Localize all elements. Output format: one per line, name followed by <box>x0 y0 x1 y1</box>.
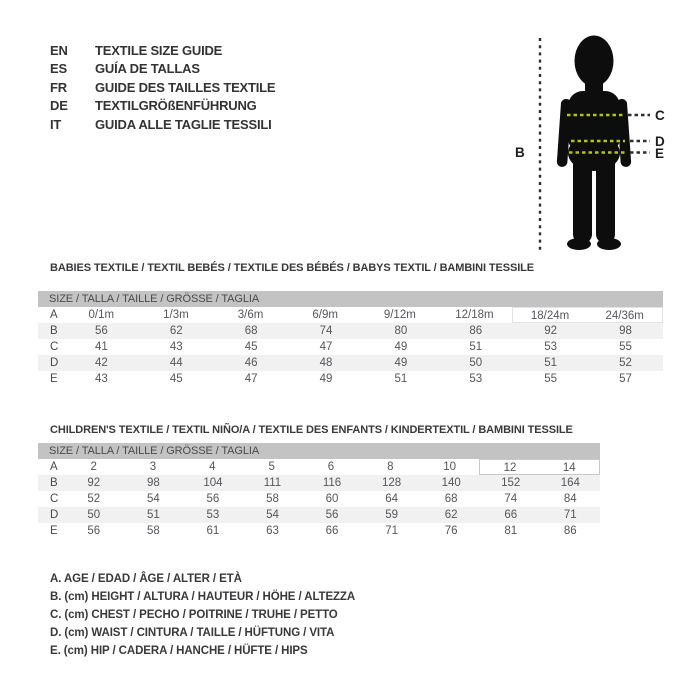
legend-line-chest: C. (cm) CHEST / PECHO / POITRINE / TRUHE / PETTO <box>50 609 338 621</box>
table-row <box>38 491 600 507</box>
height-label: B <box>515 145 525 160</box>
table-cell: 6 <box>327 461 335 473</box>
table-cell: 45 <box>244 341 258 353</box>
table-cell: 66 <box>325 525 339 537</box>
child-silhouette-icon <box>557 36 632 251</box>
table-row <box>38 459 600 475</box>
legend-line-waist: D. (cm) WAIST / CINTURA / TAILLE / HÜFTUNG / VITA <box>50 627 335 639</box>
waist-label: D <box>655 134 665 149</box>
table-cell: 42 <box>95 357 108 369</box>
table-cell: 152 <box>501 477 521 489</box>
table-cell: 92 <box>544 325 558 337</box>
table-cell: 41 <box>95 341 108 353</box>
table-cell: 140 <box>441 477 461 489</box>
table-cell: 80 <box>394 325 408 337</box>
table-cell: 56 <box>206 493 220 505</box>
table-cell: 60 <box>325 493 339 505</box>
table-cell: 53 <box>544 341 558 353</box>
table-cell: 164 <box>560 477 580 489</box>
legend-line-age: A. AGE / EDAD / ÂGE / ALTER / ETÀ <box>50 573 242 585</box>
table-cell: 62 <box>169 325 183 337</box>
table-cell: 59 <box>385 509 398 521</box>
table-cell: 50 <box>469 357 483 369</box>
table-cell: 111 <box>263 477 282 489</box>
hip-label: E <box>655 146 665 161</box>
size-header: SIZE / TALLA / TAILLE / GRÖSSE / TAGLIA <box>38 291 663 307</box>
table-cell: 86 <box>563 525 577 537</box>
table-cell: 44 <box>169 357 183 369</box>
legend-line-height: B. (cm) HEIGHT / ALTURA / HAUTEUR / HÖHE / ALTEZZA <box>50 591 356 603</box>
measurement-legend <box>50 570 355 660</box>
row-label: E <box>50 525 58 537</box>
table-cell: 47 <box>319 341 333 353</box>
babies-size-table <box>38 291 663 387</box>
table-cell: 43 <box>95 373 108 385</box>
table-cell: 58 <box>146 525 160 537</box>
table-cell: 66 <box>504 509 518 521</box>
table-cell: 46 <box>244 357 258 369</box>
table-cell: 12/18m <box>455 309 494 321</box>
table-cell: 47 <box>244 373 258 385</box>
row-label: B <box>50 477 58 489</box>
table-cell: 18/24m <box>512 307 588 323</box>
table-cell: 64 <box>385 493 398 505</box>
table-cell: 54 <box>146 493 160 505</box>
table-cell: 45 <box>169 373 183 385</box>
table-cell: 55 <box>619 341 632 353</box>
lang-label: TEXTILE SIZE GUIDE <box>95 42 223 58</box>
table-cell: 56 <box>87 525 101 537</box>
table-cell: 6/9m <box>312 309 338 321</box>
lang-code: ES <box>50 61 67 77</box>
table-row <box>38 307 663 323</box>
legend-line-hip: E. (cm) HIP / CADERA / HANCHE / HÜFTE / HIPS <box>50 645 308 657</box>
table-cell: 48 <box>319 357 333 369</box>
table-cell: 9/12m <box>383 309 416 321</box>
table-cell: 61 <box>206 525 220 537</box>
row-label: D <box>50 509 59 521</box>
table-cell: 49 <box>394 357 408 369</box>
lang-row <box>50 115 275 134</box>
table-cell: 74 <box>319 325 333 337</box>
table-cell: 84 <box>563 493 577 505</box>
chest-label: C <box>655 108 665 123</box>
lang-code: IT <box>50 116 62 132</box>
table-cell: 68 <box>444 493 458 505</box>
table-row <box>38 523 600 539</box>
size-header: SIZE / TALLA / TAILLE / GRÖSSE / TAGLIA <box>38 443 600 459</box>
table-cell: 58 <box>266 493 279 505</box>
table-cell: 43 <box>169 341 183 353</box>
table-cell: 57 <box>619 373 632 385</box>
table-cell: 12 <box>479 459 539 475</box>
table-cell: 104 <box>203 477 223 489</box>
table-cell: 68 <box>244 325 258 337</box>
table-cell: 10 <box>443 461 457 473</box>
table-row <box>38 371 663 387</box>
table-cell: 3 <box>149 461 157 473</box>
lang-row <box>50 41 275 60</box>
babies-section-title: BABIES TEXTILE / TEXTIL BEBÉS / TEXTILE DES BÉBÉS / BABYS TEXTIL / BAMBINI TESSILE <box>50 262 535 274</box>
size-guide-figure <box>505 25 680 260</box>
row-label: C <box>50 493 59 505</box>
table-cell: 2 <box>90 461 97 473</box>
table-cell: 4 <box>209 461 216 473</box>
table-cell: 3/6m <box>237 309 264 321</box>
table-cell: 63 <box>266 525 279 537</box>
lang-code: EN <box>50 42 68 58</box>
table-cell: 92 <box>87 477 101 489</box>
table-cell: 55 <box>544 373 558 385</box>
children-section-title: CHILDREN'S TEXTILE / TEXTIL NIÑO/A / TEXTILE DES ENFANTS / KINDERTEXTIL / BAMBINI TESSILE <box>50 424 573 436</box>
row-label: B <box>50 325 58 337</box>
row-label: D <box>50 357 59 369</box>
table-row <box>38 323 663 339</box>
table-cell: 0/1m <box>88 309 115 321</box>
row-label: E <box>50 373 58 385</box>
table-cell: 62 <box>444 509 458 521</box>
table-cell: 49 <box>319 373 333 385</box>
table-cell: 86 <box>469 325 483 337</box>
language-list <box>50 41 275 134</box>
lang-row <box>50 97 275 116</box>
table-cell: 5 <box>268 461 275 473</box>
table-cell: 74 <box>504 493 518 505</box>
lang-label: GUÍA DE TALLAS <box>95 61 200 77</box>
table-cell: 116 <box>322 477 342 489</box>
table-cell: 53 <box>206 509 220 521</box>
table-row <box>38 339 663 355</box>
lang-label: GUIDE DES TAILLES TEXTILE <box>95 79 276 95</box>
table-cell: 81 <box>504 525 518 537</box>
table-cell: 56 <box>95 325 108 337</box>
table-cell: 49 <box>394 341 408 353</box>
lang-code: DE <box>50 98 68 114</box>
table-cell: 71 <box>385 525 398 537</box>
table-cell: 51 <box>394 373 408 385</box>
table-cell: 52 <box>87 493 101 505</box>
table-row <box>38 475 600 491</box>
table-row <box>38 507 600 523</box>
lang-row <box>50 78 275 97</box>
table-cell: 52 <box>619 357 632 369</box>
table-cell: 8 <box>387 461 394 473</box>
table-cell: 51 <box>146 509 160 521</box>
table-cell: 14 <box>540 459 600 475</box>
table-cell: 71 <box>563 509 577 521</box>
table-cell: 51 <box>469 341 483 353</box>
table-cell: 76 <box>444 525 458 537</box>
table-cell: 51 <box>544 357 558 369</box>
table-cell: 56 <box>325 509 339 521</box>
children-size-table <box>38 443 600 539</box>
table-cell: 24/36m <box>587 307 663 323</box>
table-row <box>38 355 663 371</box>
lang-code: FR <box>50 79 67 95</box>
table-cell: 98 <box>619 325 632 337</box>
row-label: A <box>50 309 58 321</box>
table-cell: 53 <box>469 373 483 385</box>
table-cell: 50 <box>87 509 101 521</box>
lang-label: TEXTILGRÖßENFÜHRUNG <box>95 98 257 114</box>
table-cell: 128 <box>382 477 402 489</box>
table-cell: 98 <box>146 477 160 489</box>
table-cell: 54 <box>266 509 279 521</box>
lang-row <box>50 60 275 79</box>
table-cell: 1/3m <box>163 309 189 321</box>
lang-label: GUIDA ALLE TAGLIE TESSILI <box>95 116 272 132</box>
row-label: C <box>50 341 59 353</box>
row-label: A <box>50 461 58 473</box>
